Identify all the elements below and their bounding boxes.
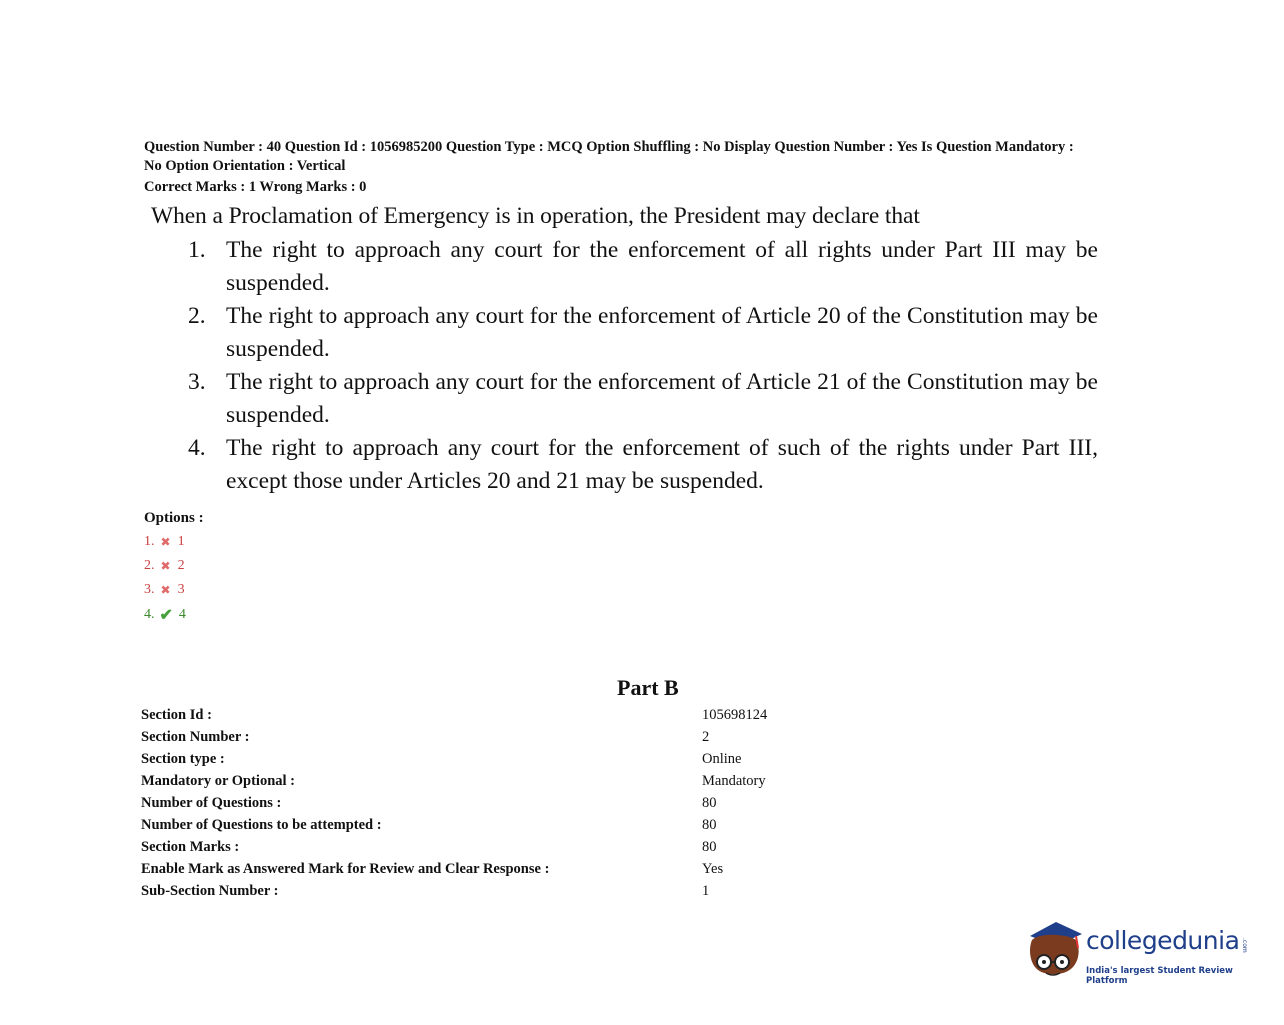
section-row <box>141 770 767 792</box>
statement-text: The right to approach any court for the enforcement of Article 20 of the Constitution may be suspended. <box>226 303 1098 362</box>
section-label: Enable Mark as Answered Mark for Review and Clear Response : <box>141 861 550 877</box>
mascot-icon <box>1024 918 1086 988</box>
statement-text: The right to approach any court for the enforcement of Article 21 of the Constitution may be suspended. <box>226 369 1098 428</box>
cross-icon: ✖ <box>160 582 171 597</box>
option-value: 1 <box>177 534 185 549</box>
brand-name: collegedunia <box>1086 926 1240 955</box>
option-number: 1. <box>144 534 155 549</box>
option-number: 4. <box>144 607 155 622</box>
section-value: 80 <box>702 795 717 811</box>
option-item <box>144 534 185 550</box>
section-row <box>141 704 767 726</box>
section-value: Online <box>702 751 742 767</box>
statement-text: The right to approach any court for the enforcement of all rights under Part III may be suspended. <box>226 237 1098 296</box>
section-value: Yes <box>702 861 724 877</box>
section-value: 1 <box>702 883 710 899</box>
option-value: 3 <box>177 582 185 597</box>
section-value: Mandatory <box>702 773 766 789</box>
cross-icon: ✖ <box>160 558 171 573</box>
part-title: Part B <box>617 675 679 700</box>
statement-text: The right to approach any court for the enforcement of such of the rights under Part III, except those under Articles 20 and 21 may be suspended. <box>226 435 1098 494</box>
section-value: 80 <box>702 817 717 833</box>
option-value: 2 <box>177 558 185 573</box>
statement-number: 1. <box>188 237 206 263</box>
section-row <box>141 836 767 858</box>
statement-number: 3. <box>188 369 206 395</box>
statement-number: 2. <box>188 303 206 329</box>
brand-tagline: India's largest Student Review Platform <box>1086 966 1233 986</box>
section-label: Section Number : <box>141 729 250 745</box>
section-value: 80 <box>702 839 717 855</box>
option-number: 3. <box>144 582 155 597</box>
statement-item <box>188 300 1098 366</box>
section-row <box>141 748 767 770</box>
statement-list <box>188 234 1098 498</box>
section-label: Section Marks : <box>141 839 240 855</box>
marks-meta: Correct Marks : 1 Wrong Marks : 0 <box>144 179 367 195</box>
option-item <box>144 582 185 598</box>
statement-number: 4. <box>188 435 206 461</box>
section-label: Number of Questions : <box>141 795 282 811</box>
statement-item <box>188 432 1098 498</box>
section-row <box>141 726 767 748</box>
collegedunia-logo <box>1024 918 1254 988</box>
section-details <box>141 704 767 902</box>
option-value: 4 <box>178 607 186 622</box>
section-value: 2 <box>702 729 710 745</box>
option-number: 2. <box>144 558 155 573</box>
section-row <box>141 814 767 836</box>
section-label: Sub-Section Number : <box>141 883 279 899</box>
section-value: 105698124 <box>702 707 768 723</box>
check-icon: ✔ <box>159 607 173 624</box>
question-meta: Question Number : 40 Question Id : 1056985200 Question Type : MCQ Option Shuffling : No Display Question Number : Yes Is Question Mandatory : No Option Orientation : Vertical <box>144 139 1074 174</box>
options-label: Options : <box>144 510 204 526</box>
section-label: Section Id : <box>141 707 212 723</box>
cross-icon: ✖ <box>160 534 171 549</box>
section-label: Number of Questions to be attempted : <box>141 817 382 833</box>
statement-item <box>188 366 1098 432</box>
brand-suffix: .com <box>1241 938 1248 953</box>
option-item <box>144 605 186 625</box>
option-item <box>144 558 185 574</box>
section-row <box>141 858 767 880</box>
section-label: Mandatory or Optional : <box>141 773 295 789</box>
section-label: Section type : <box>141 751 225 767</box>
statement-item <box>188 234 1098 300</box>
question-stem: When a Proclamation of Emergency is in operation, the President may declare that <box>151 203 920 229</box>
section-row <box>141 880 767 902</box>
section-row <box>141 792 767 814</box>
